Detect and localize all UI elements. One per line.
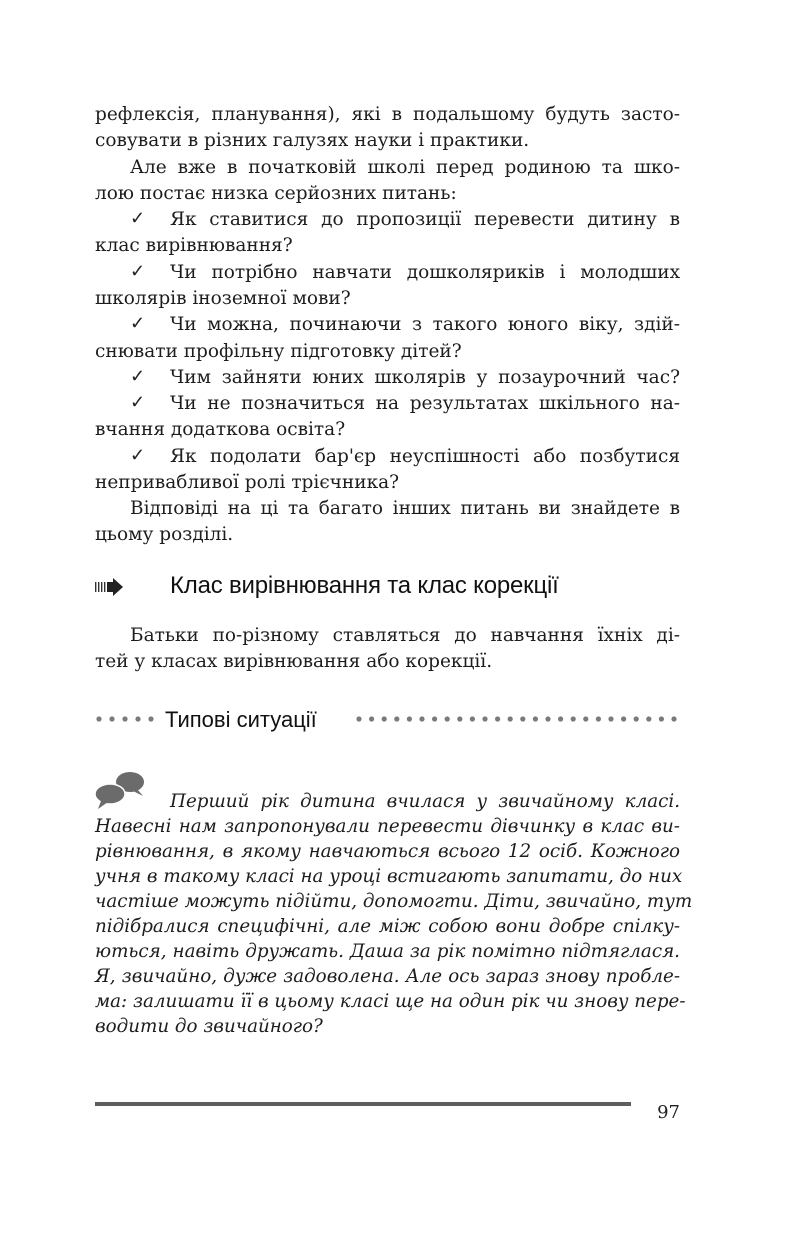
story-text-line: рівнювання, в якому навчаються всього 12 осіб. Кожного <box>95 841 680 862</box>
leader-dot <box>646 716 651 721</box>
leader-dot <box>545 716 550 721</box>
leader-dot <box>571 716 576 721</box>
checkmark-icon: ✓ <box>130 313 146 334</box>
list-item-text: Чим зайняти юних школярів у позаурочний час? <box>170 367 680 388</box>
leader-dot <box>583 716 588 721</box>
subsection-header <box>95 705 680 735</box>
story-text-line: Навесні нам запропонували перевести дівчинку в клас ви- <box>95 816 680 837</box>
body-text-line: Відповіді на ці та багато інших питань ви знайдете в <box>130 498 680 519</box>
story-text-line: частіше можуть підійти, допомогти. Діти, звичайно, тут <box>95 891 693 912</box>
leader-dot <box>671 716 676 721</box>
story-text-line: ються, навіть дружать. Даша за рік помітно підтяглася. <box>95 941 680 962</box>
checkmark-icon: ✓ <box>130 261 146 282</box>
checkmark-icon: ✓ <box>130 392 146 413</box>
list-item-text: снювати профільну підготовку дітей? <box>95 341 462 362</box>
list-item-text: Чи можна, починаючи з такого юного віку, здій- <box>170 314 680 335</box>
leader-dot <box>621 716 626 721</box>
leader-dot <box>470 716 475 721</box>
leader-dot <box>394 716 399 721</box>
body-text-line: Батьки по-різному ставляться до навчання їхніх ді- <box>130 625 680 646</box>
leader-dot <box>445 716 450 721</box>
body-text-line: рефлексія, планування), які в подальшому будуть засто- <box>95 104 680 125</box>
leader-dot <box>634 716 639 721</box>
story-text-line: Я, звичайно, дуже задоволена. Але ось зараз знову пробле- <box>95 966 680 987</box>
leader-dot <box>369 716 374 721</box>
leader-dot <box>659 716 664 721</box>
leader-dot <box>596 716 601 721</box>
leader-dot <box>495 716 500 721</box>
leader-dot <box>520 716 525 721</box>
leader-dot <box>419 716 424 721</box>
body-text-line: лою постає низка серйозних питань: <box>95 183 457 204</box>
list-item-text: Як ставитися до пропозиції перевести дитину в <box>170 209 680 230</box>
list-item-text: Чи не позначиться на результатах шкільного на- <box>170 393 680 414</box>
leader-dot <box>558 716 563 721</box>
page-number: 97 <box>657 1102 680 1123</box>
body-text-line: Але вже в початковій школі перед родиною та шко- <box>130 157 680 178</box>
leader-dot <box>608 716 613 721</box>
list-item-text: клас вирівнювання? <box>95 235 293 256</box>
leader-dot <box>508 716 513 721</box>
dotted-leader-right <box>355 715 680 723</box>
list-item-text: Чи потрібно навчати дошколяриків і молодших <box>170 262 680 283</box>
story-text-line: підібралися специфічні, але між собою вони добре спілку- <box>95 916 680 937</box>
body-text-line: совувати в різних галузях науки і практики. <box>95 130 530 151</box>
list-item-text: непривабливої ролі трієчника? <box>95 472 400 493</box>
arrow-pointer-icon <box>95 577 125 597</box>
body-text-line: цьому розділі. <box>95 524 234 545</box>
body-text-line: тей у класах вирівнювання або корекції. <box>95 651 493 672</box>
checkmark-icon: ✓ <box>130 366 146 387</box>
dotted-leader-left <box>95 715 157 723</box>
footer-rule <box>95 1102 631 1106</box>
section-heading: Клас вирівнювання та клас корекції <box>170 572 559 599</box>
leader-dot <box>482 716 487 721</box>
leader-dot <box>356 716 361 721</box>
story-text-line: Перший рік дитина вчилася у звичайному класі. <box>170 791 680 812</box>
leader-dot <box>407 716 412 721</box>
checkmark-icon: ✓ <box>130 208 146 229</box>
leader-dot <box>457 716 462 721</box>
story-text-line: учня в такому класі на уроці встигають запитати, до них <box>95 866 683 887</box>
subsection-heading: Типові ситуації <box>165 707 317 732</box>
list-item-text: вчання додаткова освіта? <box>95 419 346 440</box>
story-text-line: ма: залишати її в цьому класі ще на один рік чи знову пере- <box>95 991 686 1012</box>
leader-dot <box>533 716 538 721</box>
story-text-line: водити до звичайного? <box>95 1016 323 1037</box>
checkmark-icon: ✓ <box>130 445 146 466</box>
speech-bubbles-icon <box>95 771 147 811</box>
leader-dot <box>432 716 437 721</box>
leader-dot <box>382 716 387 721</box>
list-item-text: школярів іноземної мови? <box>95 288 351 309</box>
list-item-text: Як подолати бар'єр неуспішності або позбутися <box>170 446 680 467</box>
